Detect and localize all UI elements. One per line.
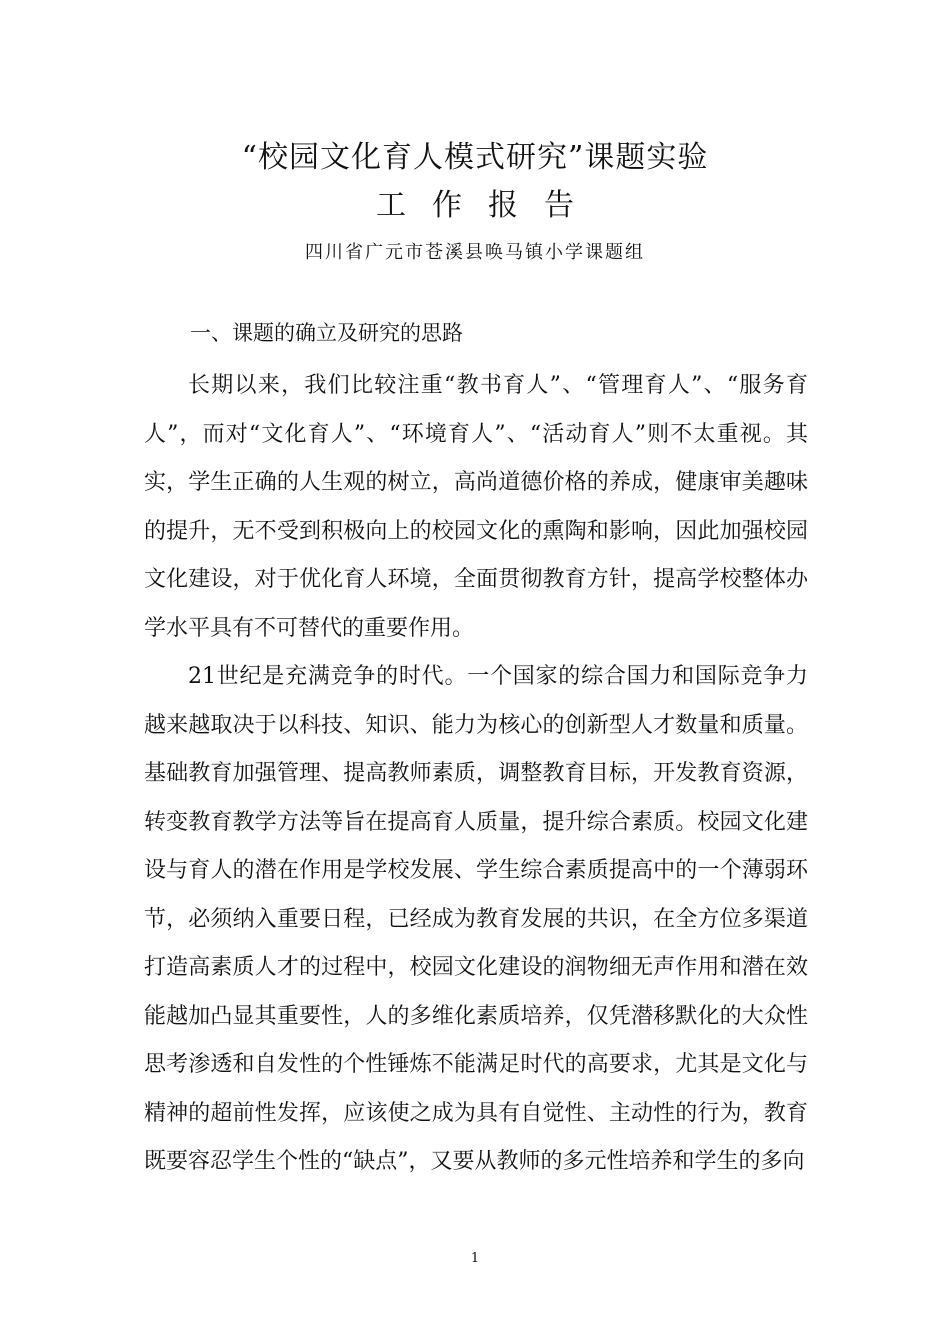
body-text: [144, 362, 808, 1187]
page-number: 1: [470, 1251, 480, 1266]
paragraph: 21世纪是充满竞争的时代。一个国家的综合国力和国际竞争力越来越取决于以科技、知识、能力为核心的创新型人才数量和质量。基础教育加强管理、提高教师素质，调整教育目标，开发教育资源，转变教育教学方法等旨在提高育人质量，提升综合素质。校园文化建设与育人的潜在作用是学校发展、学生综合素质提高中的一个薄弱环节，必须纳入重要日程，已经成为教育发展的共识，在全方位多渠道打造高素质人才的过程中，校园文化建设的润物细无声作用和潜在效能越加凸显其重要性，人的多维化素质培养，仅凭潜移默化的大众性思考渗透和自发性的个性锤炼不能满足时代的高要求，尤其是文化与精神的超前性发挥，应该使之成为具有自觉性、主动性的行为，教育既要容忍学生个性的“缺点”，又要从教师的多元性培养和学生的多向: [144, 664, 808, 1174]
report-author: 四川省广元市苍溪县唤马镇小学课题组: [305, 242, 645, 263]
section-heading: 一、课题的确立及研究的思路: [190, 321, 463, 345]
report-title-subline: 工作报告: [376, 188, 600, 223]
report-title: “校园文化育人模式研究”课题实验: [241, 140, 709, 175]
paragraph: 长期以来，我们比较注重“教书育人”、“管理育人”、“服务育人”，而对“文化育人”、“环境育人”、“活动育人”则不太重视。其实，学生正确的人生观的树立，高尚道德价格的养成，健康审美趣味的提升，无不受到积极向上的校园文化的熏陶和影响，因此加强校园文化建设，对于优化育人环境，全面贯彻教育方针，提高学校整体办学水平具有不可替代的重要作用。: [144, 373, 808, 641]
